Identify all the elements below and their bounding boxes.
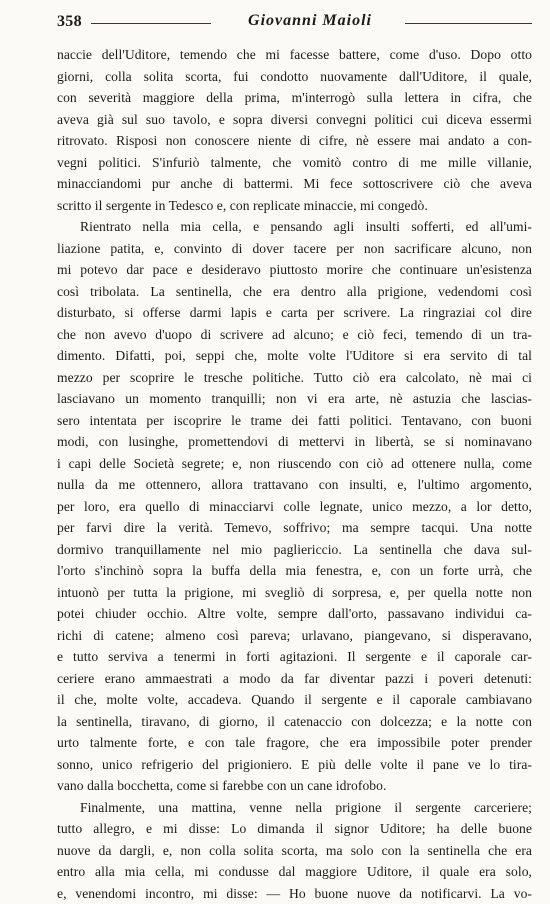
text-line: giorni, colla solita scorta, fui condotto nuovamente dall'Uditore, il quale, bbox=[57, 66, 532, 88]
text-line: con severità maggiore della prima, m'interrogò sulla lettera in cifra, che bbox=[57, 87, 532, 109]
text-line: nulla da me ottennero, allora trattavano con insulti, e, l'ultimo argomento, bbox=[57, 474, 532, 496]
text-line: vano dalla bocchetta, come si farebbe con un cane idrofobo. bbox=[57, 775, 532, 797]
text-line: così tribolata. La sentinella, che era dentro alla prigione, vedendomi così bbox=[57, 281, 532, 303]
text-line: mi potevo dar pace e desideravo piuttosto morire che continuare un'esistenza bbox=[57, 259, 532, 281]
header-rule-right bbox=[405, 23, 532, 24]
text-line: l'orto s'inchinò sopra la buffa della mia fenestra, e, con un forte urrà, che bbox=[57, 560, 532, 582]
text-line: il che, molte volte, accadeva. Quando il sergente e il caporale cambiavano bbox=[57, 689, 532, 711]
text-line: intuonò per tutta la prigione, mi svegliò di sorpresa, e, per quella notte non bbox=[57, 582, 532, 604]
text-line: che non avevo d'uopo di scrivere ad alcuno; e ciò feci, temendo di un tra- bbox=[57, 324, 532, 346]
text-line: potei chiuder occhio. Altre volte, sempre dall'orto, passavano individui ca- bbox=[57, 603, 532, 625]
page-header bbox=[57, 10, 532, 40]
text-line: lasciavano un momento tranquilli; non vi era arte, nè astuzia che lascias- bbox=[57, 388, 532, 410]
text-line: urto talmente forte, e con tale fragore, che era impossibile poter prender bbox=[57, 732, 532, 754]
text-line: sero intentata per iscoprire le trame dei fatti politici. Tentavano, con buoni bbox=[57, 410, 532, 432]
text-line: scritto il sergente in Tedesco e, con replicate minaccie, mi congedò. bbox=[57, 195, 532, 217]
text-line: dormivo tranquillamente nel mio pagliericcio. La sentinella che dava sul- bbox=[57, 539, 532, 561]
text-line: i capi delle Società segrete; e, non riuscendo con ciò ad ottenere nulla, come bbox=[57, 453, 532, 475]
text-line: disturbato, si offerse darmi lapis e carta per scrivere. La ringraziai col dire bbox=[57, 302, 532, 324]
text-line: mezzo per scoprire le tresche politiche. Tutto ciò era calcolato, nè mai ci bbox=[57, 367, 532, 389]
header-rule-left bbox=[91, 23, 211, 24]
text-line: la sentinella, tiravano, di giorno, il catenaccio con dolcezza; e la notte con bbox=[57, 711, 532, 733]
page-number: 358 bbox=[57, 13, 82, 31]
running-title: Giovanni Maioli bbox=[225, 12, 395, 30]
text-line: ritrovato. Risposi non conoscere niente di cifre, nè essere mai andato a con- bbox=[57, 130, 532, 152]
text-line: sonno, unico refrigerio del prigioniero. E più delle volte il pane ve lo tira- bbox=[57, 754, 532, 776]
text-line: dimento. Difatti, poi, seppi che, molte volte l'Uditore si era servito di tal bbox=[57, 345, 532, 367]
text-line: minacciandomi pur anche di battermi. Mi fece sottoscrivere ciò che aveva bbox=[57, 173, 532, 195]
text-line: aveva già sul suo tavolo, e sopra diversi convegni politici cui diceva essermi bbox=[57, 109, 532, 131]
text-line: per loro, era quello di minacciarvi colle legnate, unico mezzo, a lor detto, bbox=[57, 496, 532, 518]
text-line: e tutto serviva a tenermi in forti agitazioni. Il sergente e il caporale car- bbox=[57, 646, 532, 668]
text-line: vegni politici. S'infuriò talmente, che vomitò contro di me mille villanie, bbox=[57, 152, 532, 174]
text-line: liazione patita, e, convinto di dover tacere per non sacrificare alcuno, non bbox=[57, 238, 532, 260]
text-line: richi di catene; almeno così pareva; urlavano, piangevano, si disperavano, bbox=[57, 625, 532, 647]
text-line: nuove da dargli, e, non colla solita scorta, ma solo con la sentinella che era bbox=[57, 840, 532, 862]
paragraph-start-line: Finalmente, una mattina, venne nella prigione il sergente carceriere; bbox=[57, 797, 532, 819]
text-line: naccie dell'Uditore, temendo che mi facesse battere, come d'uso. Dopo otto bbox=[57, 44, 532, 66]
text-line: entro alla mia cella, mi condusse dal maggiore Uditore, il quale era solo, bbox=[57, 861, 532, 883]
paragraph-start-line: Rientrato nella mia cella, e pensando agli insulti sofferti, ed all'umi- bbox=[57, 216, 532, 238]
text-line: modi, con lusinghe, promettendovi di mettervi in libertà, se si nominavano bbox=[57, 431, 532, 453]
text-line: ceriere erano ammaestrati a modo da far diventar pazzi i poveri detenuti: bbox=[57, 668, 532, 690]
text-line: tutto allegro, e mi disse: Lo dimanda il signor Uditore; ha delle buone bbox=[57, 818, 532, 840]
text-line: per farvi dire la verità. Temevo, soffrivo; ma sempre tacqui. Una notte bbox=[57, 517, 532, 539]
body-text bbox=[57, 44, 532, 904]
text-line: e, venendomi incontro, mi disse: — Ho buone nuove da notificarvi. La vo- bbox=[57, 883, 532, 904]
